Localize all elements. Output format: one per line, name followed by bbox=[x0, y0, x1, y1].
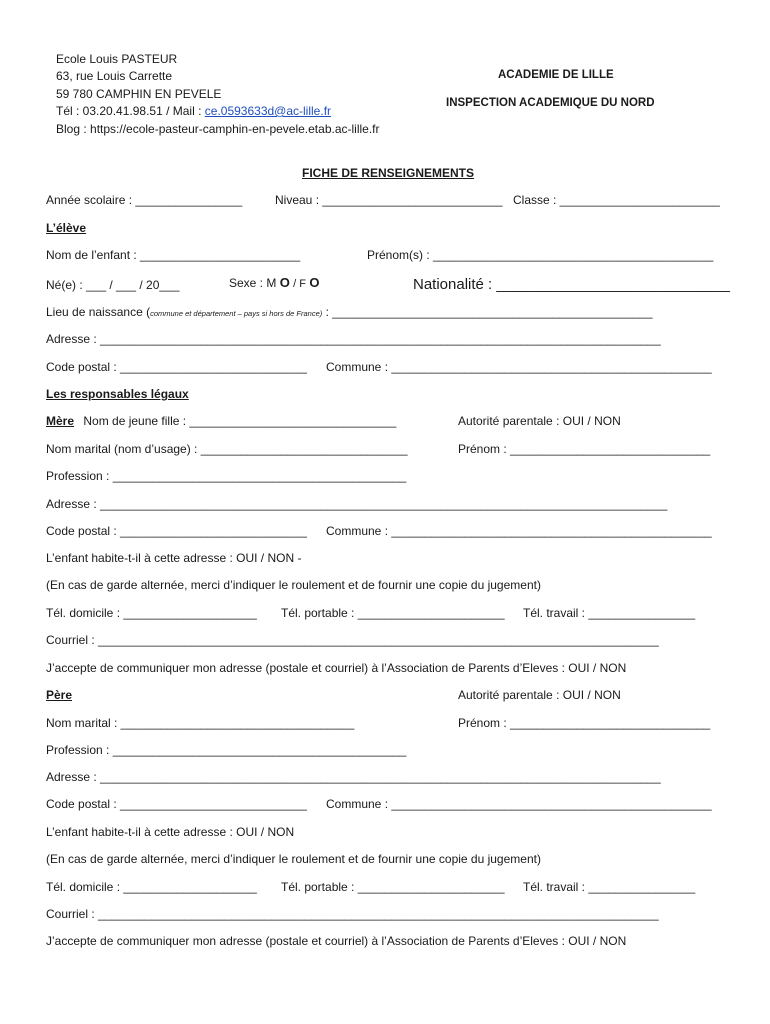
form-title: FICHE DE RENSEIGNEMENTS bbox=[302, 166, 475, 180]
classe-field[interactable]: Classe : ________________________ bbox=[513, 193, 720, 207]
annee-scolaire-field[interactable]: Année scolaire : ________________ bbox=[46, 193, 243, 207]
pere-adresse-field[interactable]: Adresse : ____________________________________________________________________________________ bbox=[46, 770, 661, 784]
academy-inspection: INSPECTION ACADEMIQUE DU NORD bbox=[446, 97, 655, 109]
pere-autorite-field[interactable]: Autorité parentale : OUI / NON bbox=[458, 688, 621, 702]
pere-tel-portable-field[interactable]: Tél. portable : ______________________ bbox=[281, 880, 505, 894]
date-naissance-field[interactable]: Né(e) : ___ / ___ / 20___ bbox=[46, 278, 180, 292]
mere-adresse-field[interactable]: Adresse : _____________________________________________________________________________________ bbox=[46, 497, 668, 511]
mere-nom-jf-field[interactable]: Nom de jeune fille : _______________________________ bbox=[83, 414, 397, 428]
mere-accepte-field[interactable]: J’accepte de communiquer mon adresse (postale et courriel) à l’Association de Parents d’Eleves : OUI / NON bbox=[46, 661, 627, 675]
nom-enfant-field[interactable]: Nom de l’enfant : ________________________ bbox=[46, 248, 301, 262]
mere-tel-domicile-field[interactable]: Tél. domicile : ____________________ bbox=[46, 606, 257, 620]
mere-garde-note: (En cas de garde alternée, merci d’indiquer le roulement et de fournir une copie du jugement) bbox=[46, 578, 541, 592]
eleve-heading: L’élève bbox=[46, 221, 87, 235]
pere-habite-field[interactable]: L’enfant habite-t-il à cette adresse : OUI / NON bbox=[46, 825, 295, 839]
mere-nom-marital-field[interactable]: Nom marital (nom d’usage) : _______________________________ bbox=[46, 442, 408, 456]
school-city: 59 780 CAMPHIN EN PEVELE bbox=[56, 87, 222, 101]
academy-name: ACADEMIE DE LILLE bbox=[498, 69, 614, 81]
mere-row bbox=[46, 414, 396, 428]
mere-profession-field[interactable]: Profession : ____________________________________________ bbox=[46, 469, 407, 483]
pere-heading: Père bbox=[46, 688, 73, 702]
sexe-row bbox=[229, 276, 319, 291]
lieu-naissance-note: commune et département – pays si hors de France) bbox=[150, 309, 323, 318]
adresse-enfant-field[interactable]: Adresse : ____________________________________________________________________________________ bbox=[46, 332, 661, 346]
mere-habite-field[interactable]: L’enfant habite-t-il à cette adresse : OUI / NON - bbox=[46, 551, 302, 565]
school-name: Ecole Louis PASTEUR bbox=[56, 52, 178, 66]
prenom-enfant-field[interactable]: Prénom(s) : __________________________________________ bbox=[367, 248, 714, 262]
sexe-separator: / F bbox=[293, 278, 307, 290]
lieu-naissance-blank: : ________________________________________________ bbox=[322, 305, 653, 319]
mere-heading: Mère bbox=[46, 414, 75, 428]
pere-tel-travail-field[interactable]: Tél. travail : ________________ bbox=[523, 880, 696, 894]
sexe-m-checkbox[interactable]: O bbox=[279, 275, 290, 290]
pere-nom-marital-field[interactable]: Nom marital : ___________________________________ bbox=[46, 716, 355, 730]
mere-cp-field[interactable]: Code postal : ____________________________ bbox=[46, 524, 307, 538]
mere-autorite-field[interactable]: Autorité parentale : OUI / NON bbox=[458, 414, 621, 428]
pere-profession-field[interactable]: Profession : ____________________________________________ bbox=[46, 743, 407, 757]
pere-garde-note: (En cas de garde alternée, merci d’indiquer le roulement et de fournir une copie du jugement) bbox=[46, 852, 541, 866]
nationalite-field[interactable]: Nationalité : ____________________________ bbox=[413, 276, 730, 293]
school-street: 63, rue Louis Carrette bbox=[56, 69, 173, 83]
school-blog: Blog : https://ecole-pasteur-camphin-en-pevele.etab.ac-lille.fr bbox=[56, 122, 380, 136]
school-mail-link[interactable]: ce.0593633d@ac-lille.fr bbox=[204, 104, 332, 118]
pere-commune-field[interactable]: Commune : ________________________________________________ bbox=[326, 797, 712, 811]
niveau-field[interactable]: Niveau : ___________________________ bbox=[275, 193, 503, 207]
sexe-label: Sexe : M bbox=[229, 276, 277, 290]
responsables-heading: Les responsables légaux bbox=[46, 387, 189, 401]
pere-tel-domicile-field[interactable]: Tél. domicile : ____________________ bbox=[46, 880, 257, 894]
pere-prenom-field[interactable]: Prénom : ______________________________ bbox=[458, 716, 711, 730]
school-contact bbox=[56, 104, 331, 118]
mere-commune-field[interactable]: Commune : ________________________________________________ bbox=[326, 524, 712, 538]
school-phone: Tél : 03.20.41.98.51 / Mail : bbox=[56, 104, 205, 118]
lieu-naissance-label: Lieu de naissance ( bbox=[46, 305, 151, 319]
mere-courriel-field[interactable]: Courriel : ____________________________________________________________________________________ bbox=[46, 633, 659, 647]
mere-tel-travail-field[interactable]: Tél. travail : ________________ bbox=[523, 606, 696, 620]
mere-prenom-field[interactable]: Prénom : ______________________________ bbox=[458, 442, 711, 456]
lieu-naissance-field[interactable] bbox=[46, 305, 653, 321]
mere-tel-portable-field[interactable]: Tél. portable : ______________________ bbox=[281, 606, 505, 620]
cp-enfant-field[interactable]: Code postal : ____________________________ bbox=[46, 360, 307, 374]
commune-enfant-field[interactable]: Commune : ________________________________________________ bbox=[326, 360, 712, 374]
pere-courriel-field[interactable]: Courriel : ____________________________________________________________________________________ bbox=[46, 907, 659, 921]
sexe-f-checkbox[interactable]: O bbox=[309, 275, 320, 290]
pere-accepte-field[interactable]: J’accepte de communiquer mon adresse (postale et courriel) à l’Association de Parents d’Eleves : OUI / NON bbox=[46, 934, 627, 948]
pere-cp-field[interactable]: Code postal : ____________________________ bbox=[46, 797, 307, 811]
